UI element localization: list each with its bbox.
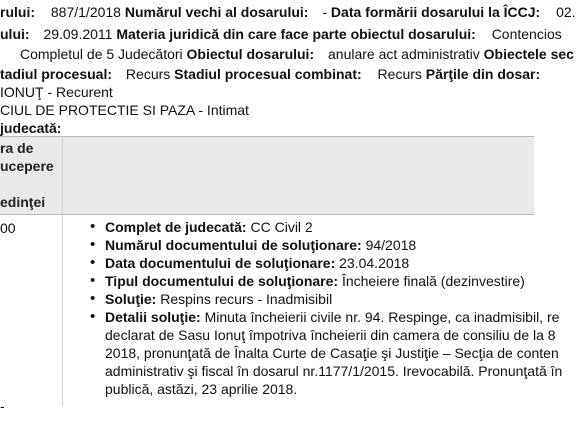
detail-item: • Complet de judecată: CC Civil 2 (88, 218, 534, 236)
detail-continuation: administrativ şi fiscal în dosarul nr.1177/1/2015. Irevocabilă. Pronunţată în (105, 363, 563, 379)
table-header (0, 136, 534, 214)
info-value: anulare act administrativ (328, 46, 480, 62)
info-label: ului: (0, 26, 30, 42)
hearing-time: 00 (0, 220, 16, 236)
detail-item: • Tipul documentului de soluţionare: Încheiere finală (dezinvestire) (88, 272, 534, 290)
info-value: 29.09.2011 (43, 26, 113, 42)
detail-item: • Data documentului de soluţionare: 23.04.2018 (88, 254, 534, 272)
table-column-divider (62, 136, 63, 406)
info-label: rului: (0, 4, 35, 20)
info-line-2 (0, 26, 562, 42)
table-header-border (0, 214, 534, 215)
detail-continuation: 2018, pronunţată de Înalta Curte de Casaţie şi Justiţie – Secţia de conten (105, 345, 559, 361)
solution-details-list (88, 218, 563, 398)
info-line-3 (20, 46, 574, 62)
info-line-1 (0, 4, 576, 20)
info-label: Obiectele sec (483, 46, 574, 62)
info-label: Data formării dosarului la ÎCCJ: (330, 4, 541, 20)
detail-item: • Numărul documentului de soluţionare: 94/2018 (88, 236, 534, 254)
table-border-top (0, 136, 534, 137)
header-col1-line1: ra de (0, 140, 34, 156)
info-label: Obiectul dosarului: (186, 46, 315, 62)
info-label: Părţile din dosar: (425, 66, 541, 82)
header-col1-line2: ucepere (0, 158, 54, 174)
detail-item: • Detalii soluţie: Minuta încheierii civile nr. 94. Respinge, ca inadmisibil, re (88, 308, 534, 326)
info-label: Numărul vechi al dosarului: (124, 4, 309, 20)
info-label: Materia juridică din care face parte obiectul dosarului: (116, 26, 476, 42)
party-intimat: CIUL DE PROTECTIE SI PAZA - Intimat (0, 102, 249, 118)
header-col1-line4: edinţei (0, 194, 46, 210)
party-recurent: IONUŢ - Recurent (0, 84, 113, 100)
detail-continuation: declarat de Sasu Ionuţ împotriva încheierii din camera de consiliu de la 8 (105, 327, 556, 343)
detail-continuation: publică, astăzi, 23 aprilie 2018. (105, 381, 298, 397)
info-value: - (322, 4, 328, 20)
footer-dash: - (0, 398, 5, 414)
info-value: Completul de 5 Judecători (20, 46, 183, 62)
info-label: Stadiul procesual combinat: (174, 66, 362, 82)
info-value: 887/1/2018 (50, 4, 121, 20)
info-value: 02. (556, 4, 576, 20)
info-value: Contencios (491, 26, 562, 42)
info-value: Recurs (125, 66, 171, 82)
info-label: tadiul procesual: (0, 66, 113, 82)
section-title-judecata: judecată: (0, 120, 62, 136)
info-line-4 (0, 66, 540, 82)
info-value: Recurs (377, 66, 422, 82)
detail-item: • Soluţie: Respins recurs - Inadmisibil (88, 290, 534, 308)
